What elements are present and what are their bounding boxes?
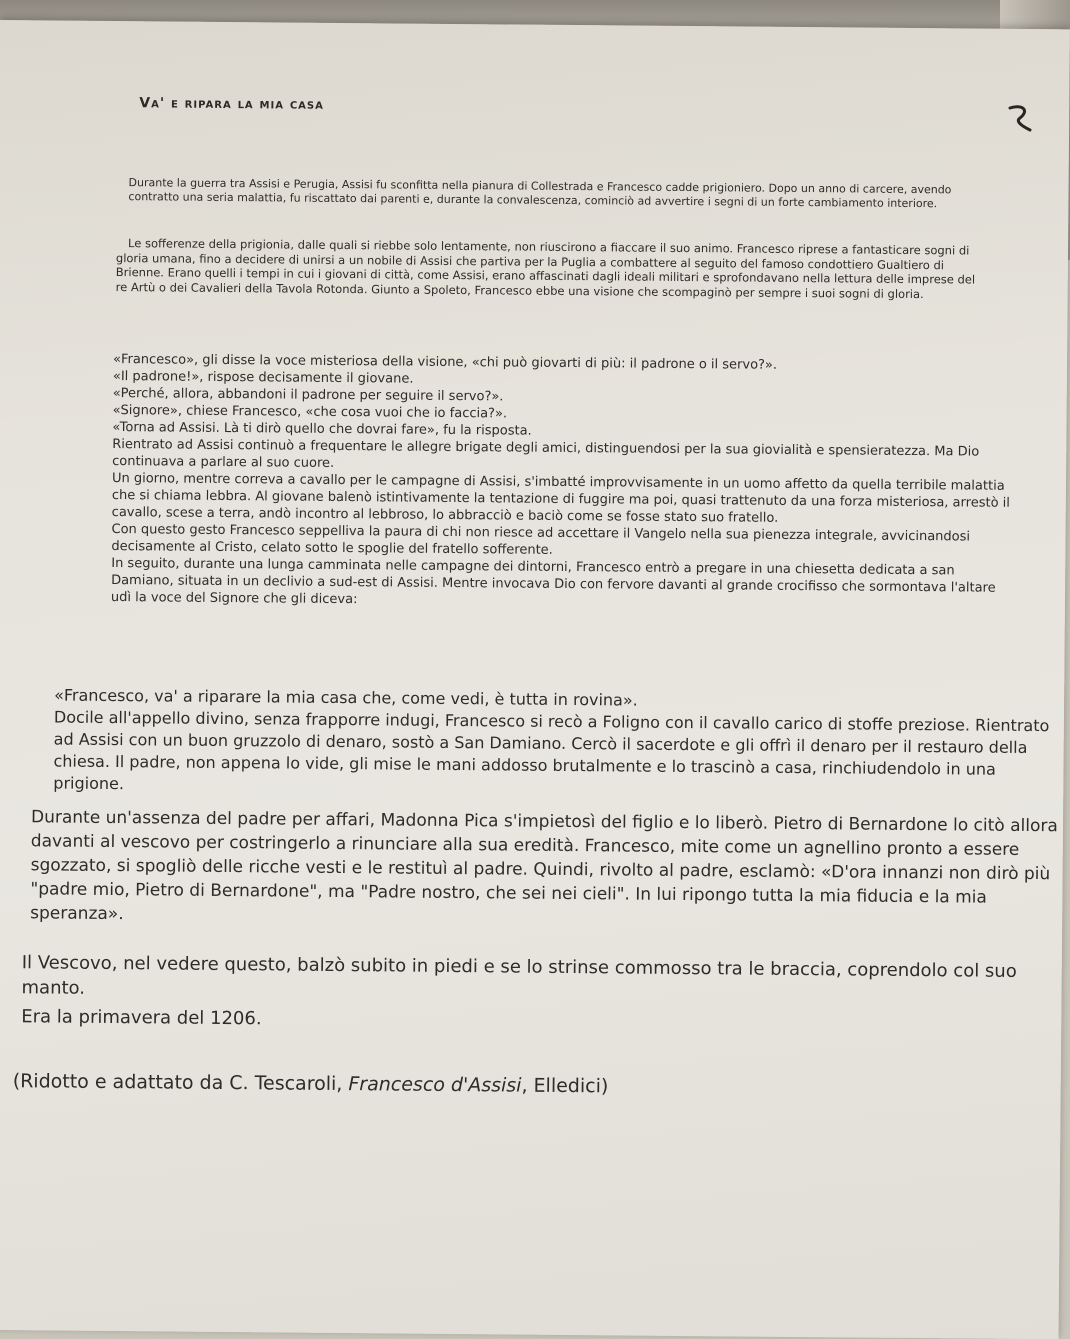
paragraph: Il Vescovo, nel vedere questo, balzò subito in piedi e se lo strinse commosso tra le braccia, coprendolo col suo manto. <box>21 952 1017 999</box>
citation-work-title: Francesco d'Assisi <box>348 1073 522 1097</box>
pen-mark-icon <box>1000 100 1040 140</box>
paragraph: «Francesco, va' a riparare la mia casa che, come vedi, è tutta in rovina». <box>54 685 638 710</box>
paragraph: Con questo gesto Francesco seppelliva la paura di chi non riesce ad accettare il Vangelo nella sua pienezza integrale, avvicinandosi decisamente al Cristo, celato sotto le spoglie del fratello sofferente. <box>111 521 971 558</box>
paragraph: Un giorno, mentre correva a cavallo per le campagne di Assisi, s'imbatté improvvisamente in un uomo affetto da quella terribile malattia che si chiama lebbra. Al giovane balenò istintivamente la tentazione di fuggire ma poi, quasi trattenuto da una forza misteriosa, arrestò il cavallo, scese a terra, andò incontro al lebbroso, lo abbracciò e baciò come se fosse stato suo fratello. <box>111 470 1010 526</box>
paragraph: «Torna ad Assisi. Là ti dirò quello che dovrai fare», fu la risposta. <box>112 419 532 439</box>
paragraph: In seguito, durante una lunga camminata nelle campagne dei dintorni, Francesco entrò a pregare in una chiesetta dedicata a san Damiano, situata in un declivio a sud-est di Assisi. Mentre invocava Dio con fervore davanti al grande crocifisso che sormontava l'altare udì la voce del Signore che gli diceva: <box>110 555 996 608</box>
citation-suffix: , Elledici) <box>521 1074 609 1098</box>
page-title: Va' e ripara la mia casa <box>139 95 324 113</box>
paragraph: «Francesco», gli disse la voce misteriosa della visione, «chi può giovarti di più: il padrone o il servo?». <box>112 351 778 373</box>
citation-prefix: (Ridotto e adattato da C. Tescaroli, <box>12 1070 349 1096</box>
paper-sheet <box>0 20 1070 1339</box>
paragraph-group-intro <box>128 176 958 211</box>
paragraph: Durante la guerra tra Assisi e Perugia, Assisi fu sconfitta nella pianura di Collestrada e Francesco cadde prigioniero. Dopo un anno di carcere, avendo contratto una seria malattia, fu riscattato dai parenti e, durante la convalescenza, cominciò ad avvertire i segni di un forte cambiamento interiore. <box>128 176 952 211</box>
paragraph-group-prigionia <box>116 236 976 302</box>
paragraph: Docile all'appello divino, senza frapporre indugi, Francesco si recò a Foligno con il cavallo carico di stoffe preziose. Rientrato ad Assisi con un buon gruzzolo di denaro, sostò a San Damiano. Cercò il sacerdote e gli offrì il denaro per il restauro della chiesa. Il padre, non appena lo vide, gli mise le mani addosso brutalmente e lo trascinò a casa, rinchiudendolo in una prigione. <box>53 707 1050 794</box>
paragraph-group-visione <box>111 351 1013 614</box>
paragraph: Durante un'assenza del padre per affari, Madonna Pica s'impietosì del figlio e lo liberò. Pietro di Bernardone lo citò allora davanti al vescovo per costringerlo a rinunciare alla sua eredità. Francesco, mite come un agnellino pronto a essere sgozzato, si spogliò delle ricche vesti e le restituì al padre. Quindi, rivolto al padre, esclamò: «D'ora innanzi non dirò più "padre mio, Pietro di Bernardone", ma "Padre nostro, che sei nei cieli". In lui ripongo tutta la mia fiducia e la mia speranza». <box>30 807 1058 925</box>
paragraph: Era la primavera del 1206. <box>21 1006 262 1030</box>
paragraph: Rientrato ad Assisi continuò a frequentare le allegre brigate degli amici, distinguendosi per la sua giovialità e spensieratezza. Ma Dio continuava a parlare al suo cuore. <box>112 436 980 471</box>
paragraph-group-finale <box>21 950 1052 1038</box>
source-citation <box>13 1068 609 1099</box>
paragraph: «Il padrone!», rispose decisamente il giovane. <box>112 368 414 387</box>
paragraph: «Perché, allora, abbandoni il padrone per seguire il servo?». <box>112 385 504 405</box>
paragraph-group-foligno <box>53 684 1054 803</box>
paragraph-group-vescovo <box>30 805 1061 934</box>
paragraph: «Signore», chiese Francesco, «che cosa vuoi che io faccia?». <box>112 402 508 422</box>
paragraph: Le sofferenze della prigionia, dalle quali si riebbe solo lentamente, non riuscirono a fiaccare il suo animo. Francesco riprese a fantasticare sogni di gloria umana, fino a decidere di unirsi a un nobile di Assisi che partiva per la Puglia a combattere al seguito del famoso condottiero Gualtiero di Brienne. Erano quelli i tempi in cui i giovani di città, come Assisi, erano affascinati dagli ideali militari e sprofondavano nella lettura delle imprese del re Artù o dei Cavalieri della Tavola Rotonda. Giunto a Spoleto, Francesco ebbe una visione che scompaginò per sempre i suoi sogni di gloria. <box>115 236 976 301</box>
